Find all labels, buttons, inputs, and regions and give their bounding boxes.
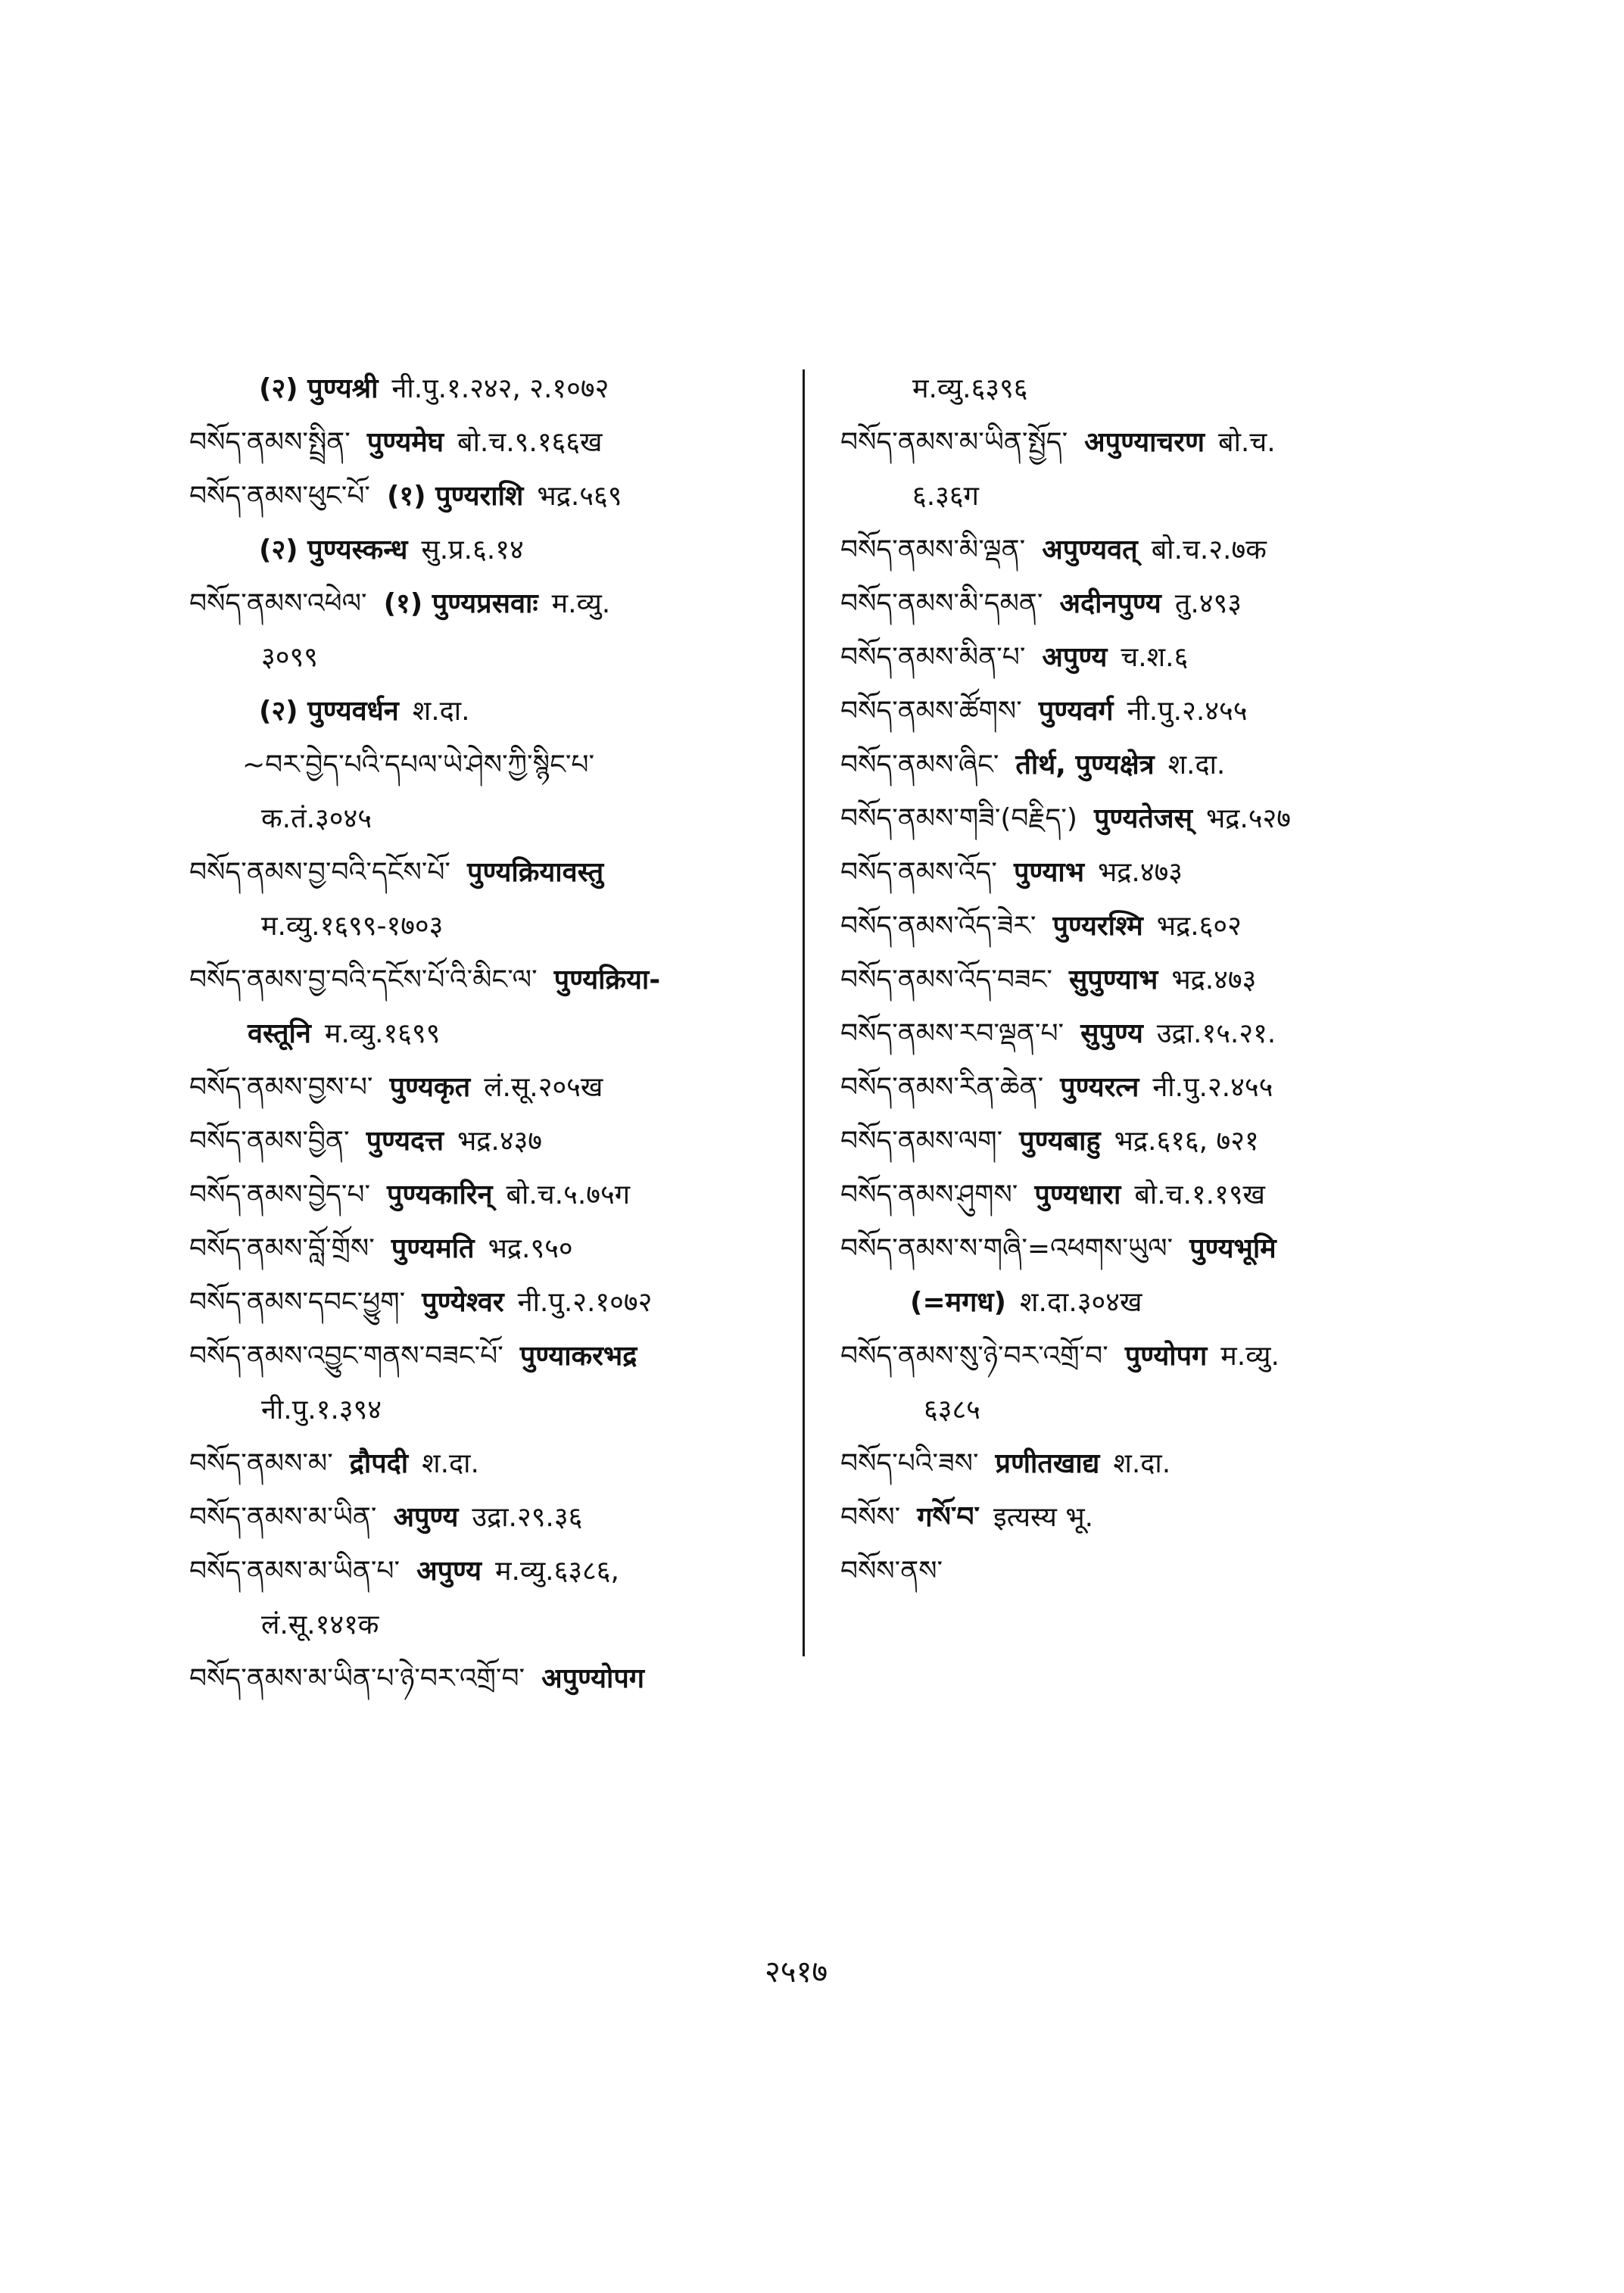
tibetan-term: བསོད་ནམས་མིན་པ་	[840, 642, 1026, 673]
tibetan-term: བསོད་ནམས་མ་	[189, 1448, 333, 1479]
tibetan-term: བསོད་ནམས་བྱས་པ་	[189, 1072, 373, 1103]
tibetan-term: བསོད་ནམས་ཞིང་	[840, 749, 999, 780]
sanskrit-term: अपुण्य	[1042, 642, 1108, 673]
dictionary-entry	[893, 1392, 980, 1428]
sanskrit-term: पुण्येश्वर	[422, 1287, 504, 1318]
reference: म.व्यु.१६९९	[324, 1018, 441, 1049]
tibetan-term: བསོད་པའི་ཟས་	[840, 1448, 979, 1479]
tibetan-term: བསོད་ནམས་མ་ཡིན་	[189, 1502, 377, 1533]
dictionary-entry	[189, 1285, 652, 1321]
reference: नी.पु.२.४५५	[1127, 696, 1248, 727]
tibetan-term: བསོད་ནམས་མ་ཡིན་སྤྱོད་	[840, 427, 1068, 458]
dictionary-entry	[840, 1016, 1276, 1052]
sanskrit-term: पुण्यवर्ग	[1038, 696, 1114, 727]
sanskrit-term: (१) पुण्यप्रसवाः	[383, 588, 538, 619]
dictionary-entry	[840, 693, 1247, 730]
reference: ६३८५	[924, 1394, 980, 1425]
sanskrit-term: पुण्यमति	[391, 1233, 475, 1264]
sanskrit-term: गསོ་བ་	[917, 1502, 980, 1533]
dictionary-entry	[189, 586, 610, 622]
tibetan-term: བསོད་ནམས་བྱེད་པ་	[189, 1179, 371, 1210]
dictionary-entry	[840, 1446, 1170, 1482]
sanskrit-term: पुण्यधारा	[1034, 1179, 1121, 1210]
dictionary-entry	[189, 1338, 650, 1375]
dictionary-entry	[242, 693, 470, 730]
dictionary-entry	[189, 1500, 582, 1536]
reference: ३०९९	[261, 642, 318, 673]
tibetan-term: བསོད་ནམས་ཤུགས་	[840, 1179, 1018, 1210]
tibetan-term: བསོད་ནམས་གཟི་(བརྗིད་)	[840, 803, 1077, 834]
reference: नी.पु.२.१०७२	[517, 1287, 653, 1318]
sanskrit-term: पुण्यदत्त	[366, 1126, 444, 1157]
tibetan-term: བསོད་ནམས་བྱ་བའི་དངོས་པོ་འི་མིང་ལ་	[189, 964, 538, 995]
reference: म.व्यु.६३९६	[912, 373, 1028, 404]
dictionary-entry	[840, 532, 1267, 569]
dictionary-entry	[840, 855, 1183, 891]
dictionary-entry	[840, 962, 1256, 999]
sanskrit-term: पुण्योपग	[1124, 1341, 1208, 1372]
dictionary-entry	[242, 747, 625, 784]
tibetan-term: བསོད་ནམས་ཕུང་པོ་	[189, 481, 370, 512]
sanskrit-term: (१) पुण्यराशि	[386, 481, 524, 512]
dictionary-entry	[189, 1553, 619, 1590]
dictionary-entry	[840, 1070, 1273, 1106]
reference: म.व्यु.६३८६,	[495, 1556, 619, 1587]
reference: बो.च.५.७५ग	[506, 1179, 630, 1210]
dictionary-entry	[189, 1177, 630, 1213]
sanskrit-term: पुण्याकरभद्र	[519, 1341, 637, 1372]
sanskrit-term: सुपुण्याभ	[1068, 964, 1158, 995]
sanskrit-term: पुण्यमेघ	[366, 427, 444, 458]
reference: म.व्यु.१६९९-१७०३	[261, 911, 444, 942]
reference: श.दा.	[422, 1448, 479, 1479]
dictionary-entry	[231, 801, 372, 837]
tibetan-term: བསོད་ནམས་ཚོགས་	[840, 696, 1022, 727]
tibetan-term: བསོས་	[840, 1502, 901, 1533]
reference: क.तं.३०४५	[261, 803, 372, 834]
reference: तु.४९३	[1174, 588, 1242, 619]
dictionary-entry	[189, 962, 674, 999]
dictionary-entry	[840, 747, 1225, 784]
reference: उद्रा.२९.३६	[472, 1502, 583, 1533]
dictionary-entry	[189, 1123, 542, 1160]
dictionary-entry	[231, 908, 443, 945]
sanskrit-term: सुपुण्य	[1080, 1018, 1143, 1049]
sanskrit-term: अपुण्याचरण	[1084, 427, 1205, 458]
reference: भद्र.९५०	[488, 1233, 573, 1264]
dictionary-entry	[840, 1553, 973, 1590]
sanskrit-term: (२) पुण्यश्री	[259, 373, 379, 404]
reference: सु.प्र.६.१४	[421, 534, 524, 565]
page-number: २५१७	[765, 1955, 828, 1989]
reference: च.श.६	[1121, 642, 1189, 673]
reference: श.दा.३०४ख	[1020, 1287, 1142, 1318]
reference: म.व्यु.	[1220, 1341, 1280, 1372]
sanskrit-term: वस्तूनि	[248, 1018, 311, 1049]
reference: ६.३६ग	[912, 481, 979, 512]
reference: उद्रा.१५.२१.	[1156, 1018, 1276, 1049]
reference: बो.च.२.७क	[1151, 534, 1267, 565]
tibetan-term: བསོད་ནམས་མི་ལྡན་	[840, 534, 1026, 565]
tibetan-term: བསོད་ནམས་རབ་ལྡན་པ་	[840, 1018, 1064, 1049]
dictionary-entry	[189, 1661, 658, 1697]
sanskrit-term: पुण्यरश्मि	[1052, 911, 1143, 942]
dictionary-entry	[189, 855, 617, 891]
dictionary-entry	[840, 586, 1242, 622]
reference: भद्र.४३७	[457, 1126, 543, 1157]
dictionary-entry	[242, 371, 609, 407]
dictionary-entry	[231, 1392, 382, 1428]
dictionary-entry	[189, 1231, 573, 1267]
tibetan-term: བསོད་ནམས་མ་ཡིན་པ་ཉེ་བར་འགྲོ་བ་	[189, 1663, 525, 1694]
dictionary-entry	[231, 640, 318, 676]
dictionary-entry	[242, 532, 524, 569]
sanskrit-term: अपुण्य	[393, 1502, 459, 1533]
sanskrit-term: द्रौपदी	[349, 1448, 409, 1479]
tibetan-term: བསོད་ནམས་ས་གཞི་=འཕགས་ཡུལ་	[840, 1233, 1174, 1264]
reference: श.दा.	[1113, 1448, 1171, 1479]
dictionary-entry	[231, 1607, 379, 1643]
tibetan-term: བསོད་ནམས་བྱིན་	[189, 1126, 350, 1157]
dictionary-entry	[189, 425, 602, 461]
tibetan-term: བསོད་ནམས་བྱ་བའི་དངོས་པོ་	[189, 857, 450, 888]
dictionary-entry	[840, 1177, 1265, 1213]
sanskrit-term: अपुण्योपग	[541, 1663, 645, 1694]
dictionary-entry	[840, 1500, 1093, 1536]
dictionary-entry	[840, 1231, 1290, 1267]
sanskrit-term: (=मगध)	[910, 1287, 1007, 1318]
dictionary-entry	[882, 478, 979, 515]
reference: भद्र.५६९	[537, 481, 622, 512]
reference: भद्र.६०२	[1156, 911, 1242, 942]
sanskrit-term: पुण्याभ	[1013, 857, 1084, 888]
dictionary-entry	[231, 1016, 440, 1052]
dictionary-entry	[840, 908, 1242, 945]
sanskrit-term: पुण्यभूमि	[1189, 1233, 1276, 1264]
tibetan-term: བསོད་ནམས་འོད་	[840, 857, 997, 888]
sanskrit-term: तीर्थ, पुण्यक्षेत्र	[1015, 749, 1155, 780]
reference: भद्र.६१६, ७२१	[1114, 1126, 1259, 1157]
reference: भद्र.५२७	[1205, 803, 1291, 834]
tibetan-term: ~བར་བྱེད་པའི་དཔལ་ཡེ་ཤེས་ཀྱི་སྙིང་པ་	[242, 749, 595, 780]
dictionary-entry	[840, 1123, 1259, 1160]
reference: बो.च.	[1218, 427, 1276, 458]
tibetan-term: བསོད་ནམས་འཕེལ་	[189, 588, 367, 619]
reference: लं.सू.१४१क	[261, 1609, 379, 1640]
reference: नी.पु.१.३९४	[261, 1394, 382, 1425]
tibetan-term: བསོད་ནམས་འོད་ཟེར་	[840, 911, 1036, 942]
reference: नी.पु.२.४५५	[1152, 1072, 1273, 1103]
reference: म.व्यु.	[551, 588, 611, 619]
reference: श.दा.	[1167, 749, 1226, 780]
tibetan-term: བསོད་ནམས་མ་ཡིན་པ་	[189, 1556, 401, 1587]
sanskrit-term: पुण्यक्रियावस्तु	[467, 857, 604, 888]
tibetan-term: བསོད་ནམས་མི་དམན་	[840, 588, 1043, 619]
reference: बो.च.१.१९ख	[1134, 1179, 1266, 1210]
sanskrit-term: अदीनपुण्य	[1059, 588, 1161, 619]
dictionary-entry	[893, 1285, 1142, 1321]
sanskrit-term: पुण्यतेजस्	[1093, 803, 1192, 834]
sanskrit-term: पुण्यबाहु	[1019, 1126, 1101, 1157]
sanskrit-term: पुण्यकारिन्	[387, 1179, 493, 1210]
column-divider	[803, 369, 805, 1656]
dictionary-entry	[840, 640, 1188, 676]
dictionary-entry	[189, 478, 622, 515]
reference: नी.पु.१.२४२, २.१०७२	[391, 373, 609, 404]
reference: बो.च.९.१६६ख	[457, 427, 603, 458]
sanskrit-term: पुण्यकृत	[389, 1072, 471, 1103]
tibetan-term: བསོད་ནམས་འོད་བཟང་	[840, 964, 1052, 995]
reference: भद्र.४७३	[1171, 964, 1257, 995]
sanskrit-term: अपुण्य	[416, 1556, 482, 1587]
tibetan-term: བསོད་ནམས་དབང་ཕྱུག་	[189, 1287, 406, 1318]
sanskrit-term: (२) पुण्यवर्धन	[259, 696, 399, 727]
reference: भद्र.४७३	[1098, 857, 1183, 888]
tibetan-term: བསོད་ནམས་རིན་ཆེན་	[840, 1072, 1044, 1103]
tibetan-term: བསོད་ནམས་བློ་གྲོས་	[189, 1233, 375, 1264]
sanskrit-term: पुण्यरत्न	[1060, 1072, 1139, 1103]
dictionary-entry	[189, 1070, 603, 1106]
reference: लं.सू.२०५ख	[484, 1072, 603, 1103]
sanskrit-term: प्रणीतखाद्य	[995, 1448, 1100, 1479]
tibetan-term: བསོད་ནམས་འབྱུང་གནས་བཟང་པོ་	[189, 1341, 503, 1372]
dictionary-entry	[840, 425, 1276, 461]
reference: इत्यस्य भू.	[993, 1502, 1094, 1533]
sanskrit-term: (२) पुण्यस्कन्ध	[259, 534, 408, 565]
dictionary-entry	[840, 1338, 1280, 1375]
tibetan-term: བསོད་ནམས་སུ་ཉེ་བར་འགྲོ་བ་	[840, 1341, 1108, 1372]
tibetan-term: བསོད་ནམས་ལག་	[840, 1126, 1003, 1157]
tibetan-term: བསོས་ནས་	[840, 1556, 943, 1587]
tibetan-term: བསོད་ནམས་སྤྲིན་	[189, 427, 351, 458]
dictionary-entry	[189, 1446, 479, 1482]
sanskrit-term: पुण्यक्रिया-	[553, 964, 661, 995]
dictionary-entry	[882, 371, 1028, 407]
dictionary-entry	[840, 801, 1291, 837]
sanskrit-term: अपुण्यवत्	[1042, 534, 1138, 565]
reference: श.दा.	[412, 696, 470, 727]
